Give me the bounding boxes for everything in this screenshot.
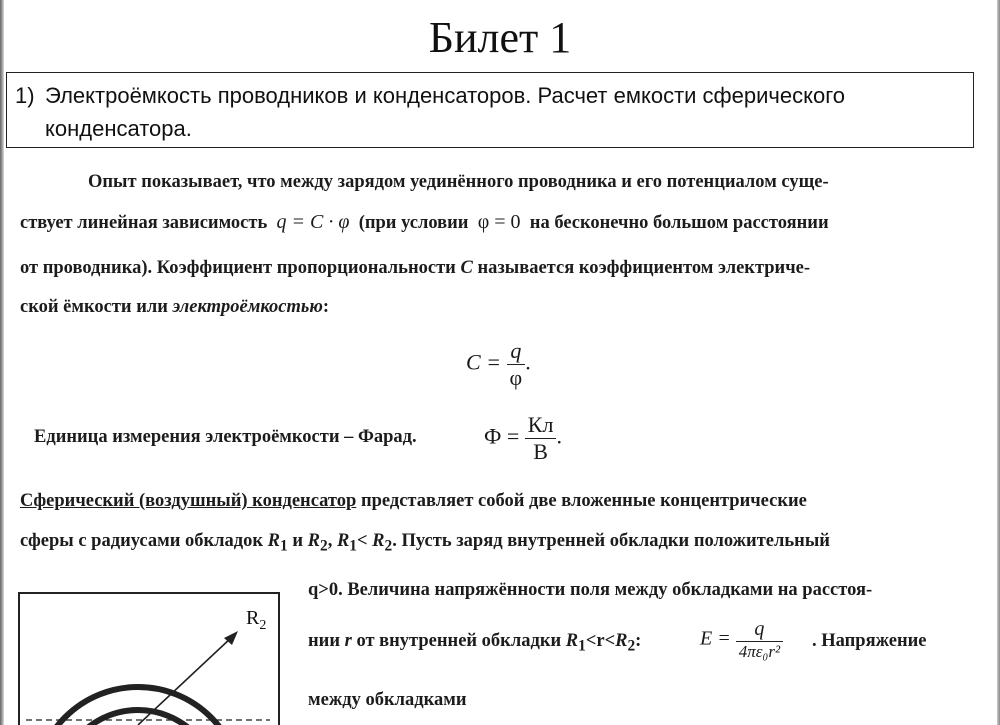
formula-farad-den: В	[525, 438, 557, 465]
symbol-r2-ineq: R	[372, 531, 385, 551]
symbol-r1-sub: 1	[280, 537, 288, 555]
question-line-1: Электроёмкость проводников и конденсаторов. Расчет емкости сферического	[45, 83, 846, 108]
ineq-r1-sub: 1	[578, 637, 586, 655]
question-number: 1)	[15, 83, 35, 108]
formula-farad-lhs: Ф =	[484, 423, 520, 449]
ineq-colon: :	[635, 631, 642, 651]
para2-line-5: между обкладками	[308, 690, 467, 710]
formula-capacitance-num: q	[510, 338, 522, 363]
ineq-mid: <r<	[585, 631, 616, 651]
para1-line-2-text-b: (при условии	[358, 213, 469, 233]
para1-line-4-text-a: ской ёмкости или	[20, 297, 168, 317]
figure-label-sub: 2	[259, 618, 267, 633]
condition-phi-zero: φ = 0	[477, 211, 521, 233]
para2-line-2-text-b: . Пусть заряд внутренней обкладки положительный	[392, 531, 830, 551]
symbol-r2: R	[307, 531, 320, 551]
formula-q-c-phi: q = C · φ	[276, 211, 350, 233]
para2-line-2-text-a: сферы с радиусами обкладок	[20, 531, 264, 551]
ineq-r2-sub: 2	[627, 637, 636, 655]
formula-field-den: 4πε₀r²	[736, 641, 783, 662]
ticket-title: Билет 1	[428, 13, 572, 62]
para2-line-4-text-a: нии	[308, 631, 340, 651]
units-text: Единица измерения электроёмкости – Фарад.	[34, 427, 417, 447]
para2-line-4-tail: . Напряжение	[812, 631, 927, 651]
formula-field-num: q	[754, 618, 765, 640]
symbol-r1-ineq: R	[336, 531, 350, 551]
para1-line-2-text-a: ствует линейная зависимость	[20, 213, 268, 233]
para2-line-1-text: представляет собой две вложенные концентрические	[360, 491, 807, 511]
term-spherical-capacitor: Сферический (воздушный) конденсатор	[20, 491, 357, 511]
para2-line-3: q>0. Величина напряжённости поля между обкладками на расстоя-	[308, 580, 873, 600]
radius-arrow-line	[138, 637, 232, 725]
formula-capacitance-lhs: C =	[466, 349, 502, 375]
ineq-r2: R	[615, 631, 628, 651]
symbol-r2-sub: 2	[319, 537, 328, 555]
para1-line-3-text-b: называется коэффициентом электриче-	[477, 258, 811, 278]
symbol-r2-ineq-sub: 2	[384, 537, 393, 555]
para1-line-2-text-c: на бесконечно большом расстоянии	[529, 213, 829, 233]
formula-farad-dot: .	[556, 423, 562, 449]
symbol-r: r	[344, 631, 352, 651]
formula-farad-num: Кл	[527, 412, 554, 437]
figure-label-r2	[246, 607, 266, 633]
symbol-r1: R	[267, 531, 281, 551]
symbol-r1-ineq-sub: 1	[349, 537, 357, 555]
symbol-less-than: <	[356, 531, 368, 551]
ineq-r1: R	[565, 631, 579, 651]
formula-capacitance-den: φ	[507, 364, 526, 391]
figure-frame	[19, 593, 279, 725]
para2-line-2: сферы с радиусами обкладок $R_1$ и $R_2$, $R_1< R_2$. Пусть заряд внутренней обкладки положительный	[20, 531, 830, 555]
formula-field-lhs: E =	[700, 627, 731, 650]
question-line-2: конденсатора.	[45, 116, 192, 141]
para2-line-4-text-b: от внутренней обкладки	[356, 631, 562, 651]
symbol-c: C	[460, 258, 473, 278]
para1-line-1: Опыт показывает, что между зарядом уединённого проводника и его потенциалом суще-	[88, 172, 829, 192]
formula-capacitance-dot: .	[525, 349, 531, 375]
para1-line-4-colon: :	[322, 297, 330, 317]
inner-plate	[58, 710, 218, 725]
word-and: и	[292, 531, 304, 551]
para1-line-3-text-a: от проводника). Коэффициент пропорциональности	[20, 258, 456, 278]
term-electrocapacity: электроёмкостью	[172, 297, 323, 317]
outer-plate	[35, 687, 241, 725]
figure-label-r: R	[246, 607, 260, 629]
